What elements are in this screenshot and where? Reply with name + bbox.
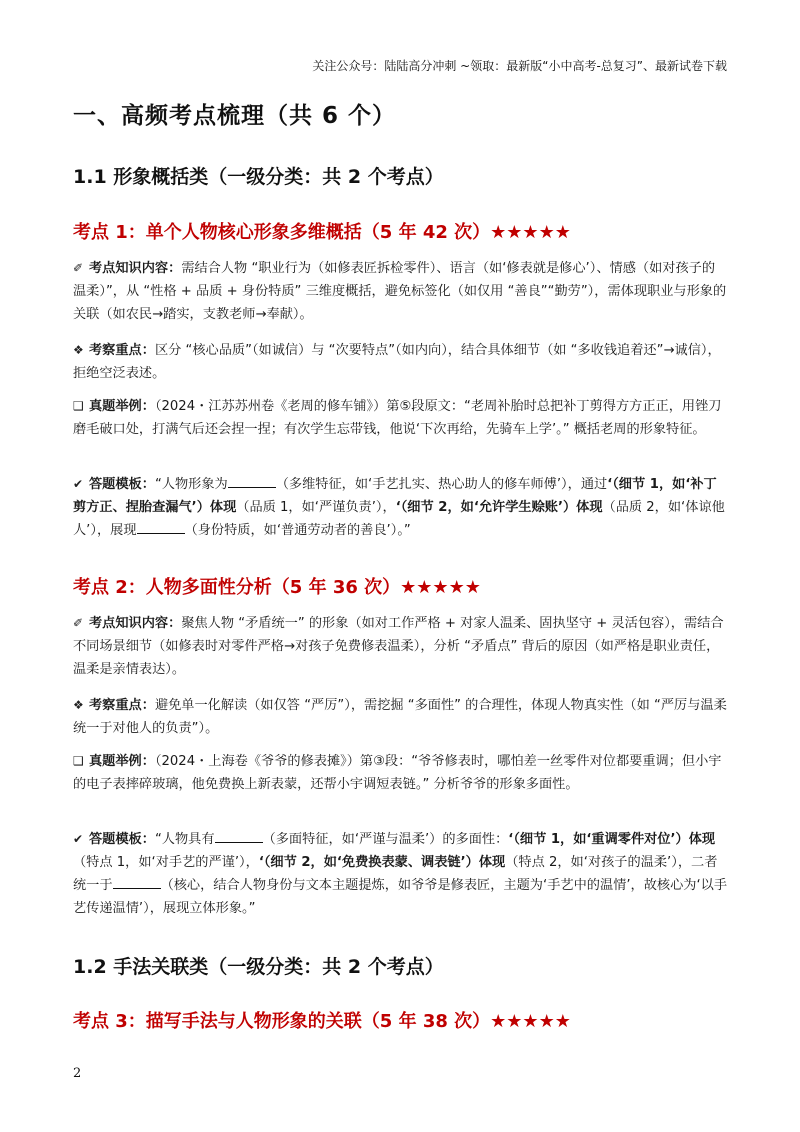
kaodian-2-knowledge: [73, 612, 728, 681]
template-part: （品质 2，如‘体谅他人’），展现: [73, 500, 725, 538]
kaodian-3-title: 考点 3：描写手法与人物形象的关联（5 年 38 次）★★★★★: [73, 1011, 571, 1032]
kaodian-2-template: [73, 828, 728, 920]
kaodian-1-example: [73, 395, 728, 441]
example-label: 真题举例：: [89, 754, 155, 769]
answer-blank: [215, 828, 263, 843]
focus-label: 考察重点：: [89, 343, 155, 358]
page-header: 关注公众号：陆陆高分冲刺 ~领取：最新版“小中高考-总复习”、最新试卷下载: [312, 59, 727, 73]
template-part: （多面特征，如‘严谨与温柔’）的多面性：: [262, 832, 509, 847]
answer-blank: [113, 874, 161, 889]
pencil-icon: ✐: [73, 616, 84, 630]
knowledge-text: 需结合人物 “职业行为（如修表匠拆检零件）、语言（如‘修表就是修心’）、情感（如对孩子的温柔）”，从 “性格 + 品质 + 身份特质” 三维度概括，避免标签化（如仅用 “善良”“勤劳”），需体现职业与形象的关联（如农民→踏实，支教老师→奉献）。: [73, 261, 727, 322]
page-title: 一、高频考点梳理（共 6 个）: [73, 103, 397, 129]
focus-label: 考察重点：: [89, 698, 155, 713]
template-label: 答题模板：: [89, 832, 155, 847]
page-number: 2: [73, 1066, 82, 1081]
template-part: ‘（细节 1，如‘补丁剪方正、捏胎查漏气’）体现: [73, 477, 717, 515]
kaodian-2-example: [73, 750, 728, 796]
template-part: （多维特征，如‘手艺扎实、热心助人的修车师傅’），通过: [275, 477, 608, 492]
square-icon: ❑: [73, 754, 84, 768]
kaodian-2-title: 考点 2：人物多面性分析（5 年 36 次）★★★★★: [73, 577, 481, 598]
knowledge-text: 聚焦人物 “矛盾统一” 的形象（如对工作严格 + 对家人温柔、固执坚守 + 灵活包容），需结合不同场景细节（如修表时对零件严格→对孩子免费修表温柔），分析 “矛盾点” 背后的原因（如严格是职业责任，温柔是亲情表达）。: [73, 616, 724, 677]
answer-blank: [228, 473, 276, 488]
kaodian-1-knowledge: [73, 257, 728, 326]
template-part: ‘（细节 2，如‘免费换表蒙、调表链’）体现: [258, 855, 506, 870]
kaodian-1-template: [73, 473, 728, 542]
template-label: 答题模板：: [89, 477, 155, 492]
kaodian-1-title: 考点 1：单个人物核心形象多维概括（5 年 42 次）★★★★★: [73, 222, 571, 243]
example-label: 真题举例：: [89, 399, 155, 414]
focus-text: 避免单一化解读（如仅答 “严厉”），需挖掘 “多面性” 的合理性，体现人物真实性（如 “严厉与温柔统一于对他人的负责”）。: [73, 698, 727, 736]
check-icon: ✔: [73, 832, 84, 846]
template-part: （特点 1，如‘对手艺的严谨’），: [73, 855, 259, 870]
diamond-icon: ❖: [73, 343, 84, 357]
template-part: （品质 1，如‘严谨负责’），: [236, 500, 396, 515]
template-part: （核心，结合人物身份与文本主题提炼，如爷爷是修表匠，主题为‘手艺中的温情’，故核心为‘以手艺传递温情’），展现立体形象。”: [73, 878, 728, 916]
kaodian-2-focus: [73, 694, 728, 740]
example-text: （2024・上海卷《爷爷的修表摊》）第③段：“爷爷修表时，哪怕差一丝零件对位都要重调；但小宇的电子表摔碎玻璃，他免费换上新表蒙，还帮小宇调短表链。” 分析爷爷的形象多面性。: [73, 754, 722, 792]
square-icon: ❑: [73, 399, 84, 413]
check-icon: ✔: [73, 477, 84, 491]
section-heading-1-2: 1.2 手法关联类（一级分类：共 2 个考点）: [73, 956, 444, 978]
answer-blank: [137, 519, 185, 534]
template-part: （身份特质，如‘普通劳动者的善良’）。”: [184, 523, 411, 538]
diamond-icon: ❖: [73, 698, 84, 712]
section-heading-1-1: 1.1 形象概括类（一级分类：共 2 个考点）: [73, 166, 444, 188]
knowledge-label: 考点知识内容：: [89, 261, 182, 276]
focus-text: 区分 “核心品质”（如诚信）与 “次要特点”（如内向），结合具体细节（如 “多收钱追着还”→诚信），拒绝空泛表述。: [73, 343, 721, 381]
template-part: ‘（细节 2，如‘允许学生赊账’）体现: [395, 500, 603, 515]
example-text: （2024・江苏苏州卷《老周的修车铺》）第⑤段原文：“老周补胎时总把补丁剪得方方正正，用锉刀磨毛破口处，打满气后还会捏一捏；有次学生忘带钱，他说‘下次再给，先骑车上学’。” 概括老周的形象特征。: [73, 399, 722, 437]
knowledge-label: 考点知识内容：: [89, 616, 182, 631]
template-part: （特点 2，如‘对孩子的温柔’），二者统一于: [73, 855, 718, 893]
template-part: “人物形象为: [154, 477, 228, 492]
pencil-icon: ✐: [73, 261, 84, 275]
template-part: “人物具有: [154, 832, 215, 847]
kaodian-1-focus: [73, 339, 728, 385]
template-part: ‘（细节 1，如‘重调零件对位’）体现: [508, 832, 716, 847]
